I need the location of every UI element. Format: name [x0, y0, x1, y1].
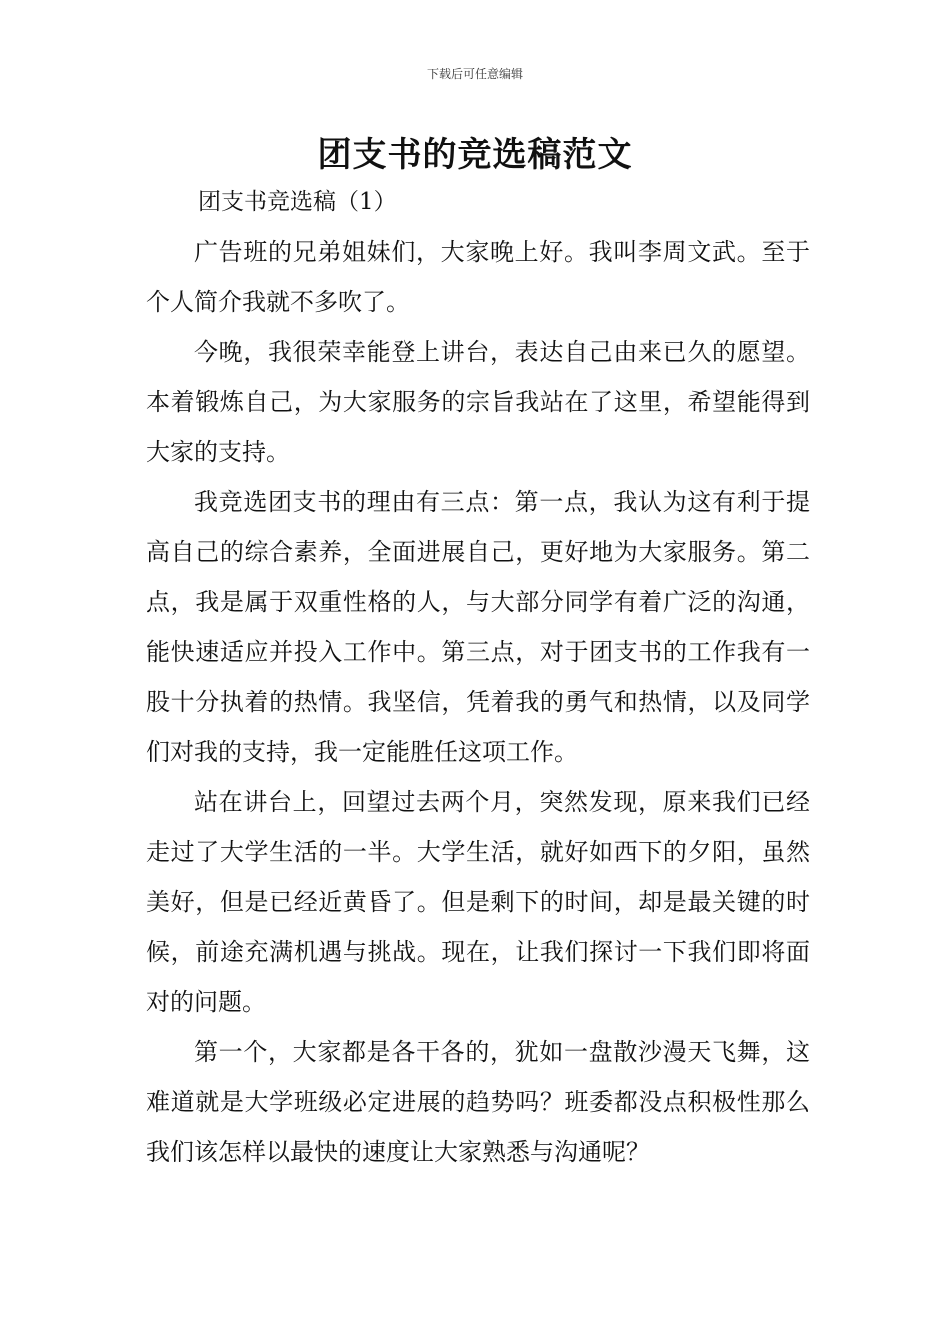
section-subtitle: 团支书竞选稿（1） [198, 189, 397, 215]
paragraph: 站在讲台上，回望过去两个月，突然发现，原来我们已经走过了大学生活的一半。大学生活，就好如西下的夕阳，虽然美好，但是已经近黄昏了。但是剩下的时间，却是最关键的时候，前途充满机遇与挑战。现在，让我们探讨一下我们即将面对的问题。 [146, 788, 810, 1016]
header-note: 下载后可任意编辑 [426, 67, 523, 81]
paragraph: 今晚，我很荣幸能登上讲台，表达自己由来已久的愿望。本着锻炼自己，为大家服务的宗旨我站在了这里，希望能得到大家的支持。 [146, 338, 810, 466]
paragraph: 广告班的兄弟姐妹们，大家晚上好。我叫李周文武。至于个人简介我就不多吹了。 [146, 238, 810, 316]
paragraph: 第一个，大家都是各干各的，犹如一盘散沙漫天飞舞，这难道就是大学班级必定进展的趋势吗？班委都没点积极性那么我们该怎样以最快的速度让大家熟悉与沟通呢？ [146, 1038, 810, 1166]
document-body [146, 177, 810, 1177]
document-title: 团支书的竞选稿范文 [317, 135, 633, 175]
paragraph: 我竞选团支书的理由有三点：第一点，我认为这有利于提高自己的综合素养，全面进展自己，更好地为大家服务。第二点，我是属于双重性格的人，与大部分同学有着广泛的沟通，能快速适应并投入工作中。第三点，对于团支书的工作我有一股十分执着的热情。我坚信，凭着我的勇气和热情，以及同学们对我的支持，我一定能胜任这项工作。 [146, 488, 810, 766]
